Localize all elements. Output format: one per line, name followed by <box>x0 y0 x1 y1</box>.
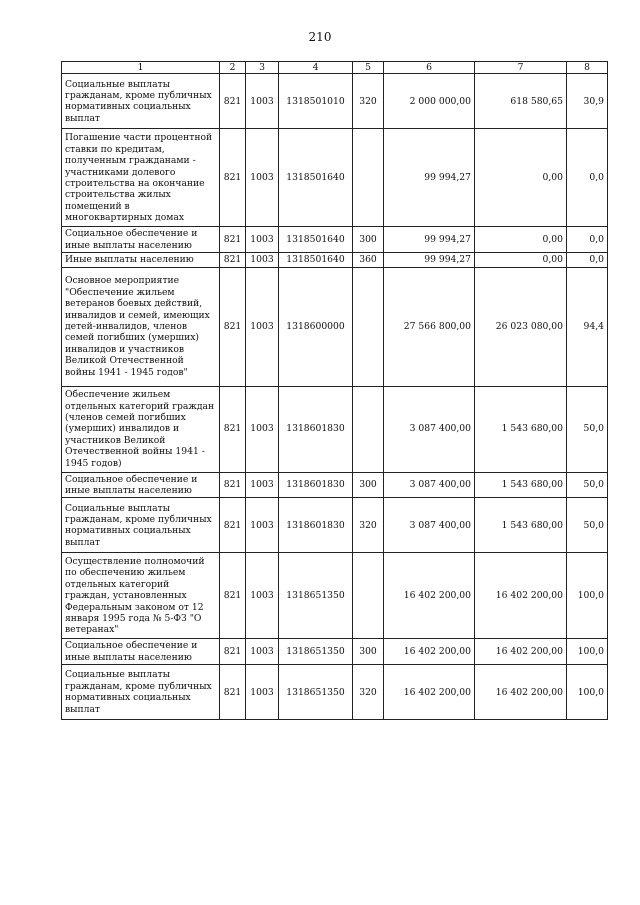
row-section-code: 1003 <box>246 386 279 472</box>
row-name: Обеспечение жильем отдельных категорий граждан (членов семей погибших (умерших) инвалидов и участников Великой Отечественной войны 1941 - 1945 годов) <box>62 386 220 472</box>
row-percent: 0,0 <box>567 253 608 267</box>
table-row <box>62 267 608 386</box>
row-admin-code: 821 <box>220 74 246 129</box>
row-section-code: 1003 <box>246 227 279 253</box>
row-section-code: 1003 <box>246 253 279 267</box>
row-percent: 50,0 <box>567 498 608 553</box>
row-admin-code: 821 <box>220 386 246 472</box>
row-admin-code: 821 <box>220 553 246 639</box>
row-executed: 26 023 080,00 <box>475 267 567 386</box>
row-approved: 16 402 200,00 <box>384 553 475 639</box>
row-approved: 99 994,27 <box>384 253 475 267</box>
row-admin-code: 821 <box>220 253 246 267</box>
column-header: 7 <box>475 62 567 74</box>
row-expense-type <box>353 386 384 472</box>
row-approved: 99 994,27 <box>384 227 475 253</box>
table-row <box>62 386 608 472</box>
row-section-code: 1003 <box>246 129 279 227</box>
row-expense-type: 300 <box>353 639 384 665</box>
table-row <box>62 639 608 665</box>
column-header: 4 <box>279 62 353 74</box>
row-executed: 1 543 680,00 <box>475 498 567 553</box>
row-target-code: 1318501640 <box>279 253 353 267</box>
column-header: 8 <box>567 62 608 74</box>
row-executed: 0,00 <box>475 129 567 227</box>
row-executed: 16 402 200,00 <box>475 639 567 665</box>
column-header: 6 <box>384 62 475 74</box>
row-approved: 3 087 400,00 <box>384 472 475 498</box>
row-target-code: 1318601830 <box>279 472 353 498</box>
row-percent: 100,0 <box>567 665 608 720</box>
row-admin-code: 821 <box>220 498 246 553</box>
row-target-code: 1318651350 <box>279 665 353 720</box>
row-target-code: 1318600000 <box>279 267 353 386</box>
row-percent: 50,0 <box>567 472 608 498</box>
row-section-code: 1003 <box>246 472 279 498</box>
row-percent: 100,0 <box>567 639 608 665</box>
page-number: 210 <box>308 30 332 44</box>
row-section-code: 1003 <box>246 267 279 386</box>
row-section-code: 1003 <box>246 639 279 665</box>
row-expense-type: 300 <box>353 472 384 498</box>
row-target-code: 1318651350 <box>279 639 353 665</box>
row-expense-type <box>353 267 384 386</box>
row-admin-code: 821 <box>220 267 246 386</box>
table-row <box>62 74 608 129</box>
header-row <box>62 62 608 74</box>
row-section-code: 1003 <box>246 553 279 639</box>
budget-table <box>61 61 608 720</box>
row-approved: 3 087 400,00 <box>384 386 475 472</box>
column-header: 5 <box>353 62 384 74</box>
row-name: Основное мероприятие "Обеспечение жильем ветеранов боевых действий, инвалидов и семей, имеющих детей-инвалидов, членов семей погибших (умерших) инвалидов и участников Великой Отечественной войны 1941 - 1945 годов" <box>62 267 220 386</box>
row-approved: 16 402 200,00 <box>384 665 475 720</box>
table-row <box>62 553 608 639</box>
row-percent: 0,0 <box>567 129 608 227</box>
table-row <box>62 665 608 720</box>
table-row <box>62 227 608 253</box>
row-executed: 0,00 <box>475 253 567 267</box>
row-name: Социальные выплаты гражданам, кроме публичных нормативных социальных выплат <box>62 498 220 553</box>
table-row <box>62 129 608 227</box>
row-approved: 27 566 800,00 <box>384 267 475 386</box>
row-target-code: 1318501640 <box>279 129 353 227</box>
row-expense-type: 320 <box>353 74 384 129</box>
row-expense-type: 320 <box>353 665 384 720</box>
row-approved: 2 000 000,00 <box>384 74 475 129</box>
row-name: Социальное обеспечение и иные выплаты населению <box>62 472 220 498</box>
row-target-code: 1318501640 <box>279 227 353 253</box>
row-target-code: 1318601830 <box>279 498 353 553</box>
row-name: Осуществление полномочий по обеспечению жильем отдельных категорий граждан, установленных Федеральным законом от 12 января 1995 года № 5-ФЗ "О ветеранах" <box>62 553 220 639</box>
row-name: Социальное обеспечение и иные выплаты населению <box>62 227 220 253</box>
row-name: Социальные выплаты гражданам, кроме публичных нормативных социальных выплат <box>62 665 220 720</box>
row-admin-code: 821 <box>220 227 246 253</box>
row-admin-code: 821 <box>220 129 246 227</box>
row-target-code: 1318501010 <box>279 74 353 129</box>
row-section-code: 1003 <box>246 665 279 720</box>
row-percent: 0,0 <box>567 227 608 253</box>
row-executed: 1 543 680,00 <box>475 386 567 472</box>
row-section-code: 1003 <box>246 74 279 129</box>
column-header: 3 <box>246 62 279 74</box>
row-executed: 1 543 680,00 <box>475 472 567 498</box>
row-admin-code: 821 <box>220 639 246 665</box>
row-executed: 16 402 200,00 <box>475 553 567 639</box>
row-target-code: 1318651350 <box>279 553 353 639</box>
row-admin-code: 821 <box>220 472 246 498</box>
row-expense-type: 320 <box>353 498 384 553</box>
column-header: 2 <box>220 62 246 74</box>
row-percent: 94,4 <box>567 267 608 386</box>
row-approved: 99 994,27 <box>384 129 475 227</box>
table-row <box>62 472 608 498</box>
row-expense-type <box>353 129 384 227</box>
row-executed: 16 402 200,00 <box>475 665 567 720</box>
row-section-code: 1003 <box>246 498 279 553</box>
row-expense-type: 360 <box>353 253 384 267</box>
row-admin-code: 821 <box>220 665 246 720</box>
row-approved: 3 087 400,00 <box>384 498 475 553</box>
row-expense-type <box>353 553 384 639</box>
table-row <box>62 253 608 267</box>
row-executed: 0,00 <box>475 227 567 253</box>
column-header: 1 <box>62 62 220 74</box>
row-target-code: 1318601830 <box>279 386 353 472</box>
table-body <box>62 74 608 720</box>
row-expense-type: 300 <box>353 227 384 253</box>
row-percent: 30,9 <box>567 74 608 129</box>
row-name: Социальные выплаты гражданам, кроме публичных нормативных социальных выплат <box>62 74 220 129</box>
row-name: Иные выплаты населению <box>62 253 220 267</box>
row-name: Социальное обеспечение и иные выплаты населению <box>62 639 220 665</box>
row-percent: 50,0 <box>567 386 608 472</box>
table-row <box>62 498 608 553</box>
row-approved: 16 402 200,00 <box>384 639 475 665</box>
row-executed: 618 580,65 <box>475 74 567 129</box>
row-percent: 100,0 <box>567 553 608 639</box>
row-name: Погашение части процентной ставки по кредитам, полученным гражданами - участниками долевого строительства на окончание строительства жилых помещений в многоквартирных домах <box>62 129 220 227</box>
